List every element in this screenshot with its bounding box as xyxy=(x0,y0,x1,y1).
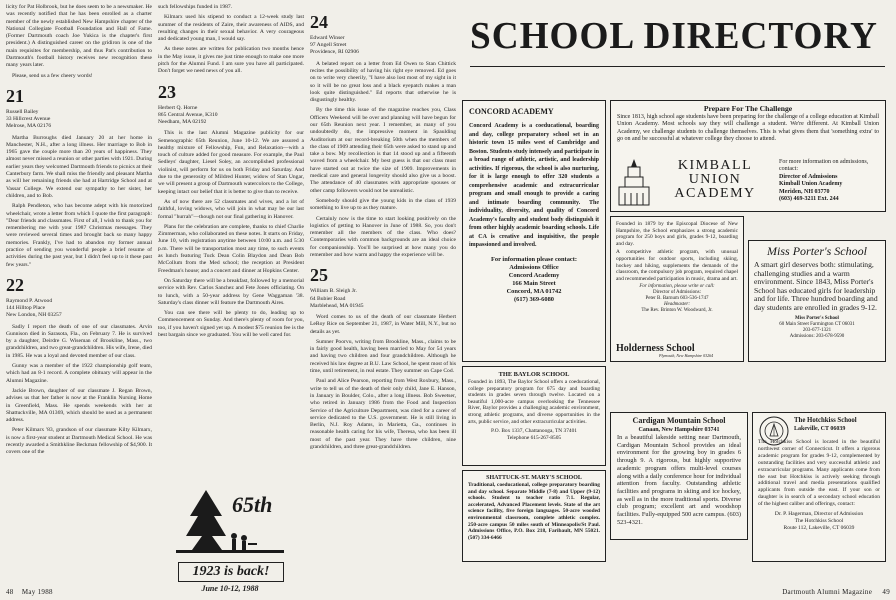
class-secretary-address: Russell Bailey 33 Hillcrest Avenue Melrose, MA 02176 xyxy=(6,108,52,130)
school-description: A competitive athletic program, with unusual opportunities for outdoor sports, including skiing, hockey and hiking, supplements the demands of the classroom, the compulsory job program, required chapel and recommended participation in music, drama and art. xyxy=(616,249,738,282)
school-description: Concord Academy is a coeducational, boarding and day, college preparatory school set in an historic town 15 miles west of Cambridge and Boston. Students study intensely and participate in a broad range of athletic, artistic, and leadership activities. If rigorous, the school is also nurturing, for it is large enough to offer 320 students a comprehensive academic and extracurricular program and small enough to provide a caring and intimate boarding community. The individuality, diversity, and quality of Concord Academy's faculty and student body distinguish it from other highly academic boarding schools. Life at CA is creative and inquisitive, the people impassioned and involved. xyxy=(469,123,599,248)
contact-line: Director of Admissions xyxy=(779,173,838,180)
logo-line: KIMBALL xyxy=(677,158,753,173)
contact-line: P.O. Box 1337, Chattanooga, TN 37401 xyxy=(491,428,577,435)
right-page-footer xyxy=(782,588,890,596)
contact-block xyxy=(754,316,880,341)
page-number: 48 xyxy=(6,588,14,596)
contact-heading: For more information on admissions, contact: xyxy=(779,159,869,173)
class-note-paragraph: Jackie Brown, daughter of our classmate J. Regan Brown, advises us that her father is now at the Franklin Nursing Home in Greenfield, Mass. He spends weekends with her at Shattuckville, MA 01369, which should be used as a permanent address. xyxy=(6,387,152,424)
contact-line: The Hotchkiss School xyxy=(794,517,844,524)
school-name: THE BAYLOR SCHOOL xyxy=(498,371,570,378)
class-note-paragraph: Sadly I report the death of one of our classmates. Arvin Gunnison died in Sarasota, Fla., on February 7. He is survived by a daughter, Deirdre G. Wiseman of Brookline, Mass., two grandchildren, and two great-grandchildren. His wife, Irene, died in 1985. He was a loyal and devoted member of our class. xyxy=(6,323,152,359)
class-note-paragraph: On Saturday there will be a breakfast, followed by a memorial service with Rev. Carlos Sanchez and Fete Jones officiating. On to lunch, with a 50-year address by Gene Waggaman '38. Saturday's class dinner will feature the Dartmouth Aires. xyxy=(158,277,304,306)
contact-block xyxy=(469,256,599,304)
title-rule xyxy=(470,66,885,67)
magazine-name: Dartmouth Alumni Magazine xyxy=(782,588,873,596)
reunion-banner: 1923 is back! xyxy=(178,562,284,582)
ad-baylor-school xyxy=(462,366,606,466)
school-name: The Hotchkiss School xyxy=(794,417,857,424)
page-title: SCHOOL DIRECTORY xyxy=(470,15,878,57)
class-note-paragraph: Certainly now is the time to start looking positively on the logistics of getting to Hanover in June of 1988. So, you don't remember all the members of the class. Who does? Contemporaries with common backgrounds are an ideal choice for companionship. You'll be surprised at how many you do remember and how warm and happy the experience will be. xyxy=(310,215,456,259)
class-note-paragraph: Word comes to us of the death of our classmate Herbert LeRoy Rice on September 21, 1987, in Water Mill, N.Y., but no details as yet. xyxy=(310,313,456,335)
school-description: Traditional, coeducational, college preparatory boarding and day school. Separate Middle (7-8) and Upper (9-12) schools. Student to teacher ratio 7:1. Regular, accelerated, Advanced Placement levels. State of the art science facility, five foreign languages. 50-acre wooded environmental classroom, complete athletic complex. 250-acre campus 50 miles south of Minneapolis/St Paul. Admissions Office, P.O. Box 218, Faribault, MN 55021. (507) 334-6466 xyxy=(468,482,600,541)
school-name: Cardigan Mountain School xyxy=(632,416,726,425)
contact-line: Peter B. Barnum 603-536-1747 xyxy=(645,296,709,302)
school-description: In a beautiful lakeside setting near Dartmouth, Cardigan Mountain School provides an ideal environment for the growing boy in grades 6 through 9. A rigorous, but highly supportive academic program offers multi-level courses along with a daily conference hour for individual attention from faculty. Outstanding athletic facilities and programs in skiing and ice hockey, as well as in the more traditional sports. Diverse club program; excellent art and woodshop facilities. Fully-equipped 500 acre campus. (603) 523-4321. xyxy=(617,434,741,526)
contact-block xyxy=(779,159,883,203)
class-secretary-address: William B. Sleigh Jr. 64 Bubier Road Marblehead, MA 01945 xyxy=(310,288,364,309)
contact-phone: (617) 369-6080 xyxy=(514,295,554,303)
school-name: Miss Porter's School xyxy=(767,244,867,258)
column-3 xyxy=(310,4,456,454)
school-seal-icon xyxy=(759,416,789,446)
contact-line: Meriden, NH 03770 xyxy=(779,188,830,195)
contact-line: Director of Admissions: xyxy=(652,290,702,296)
school-location: Lakeville, CT 06039 xyxy=(794,426,846,432)
ad-concord-academy xyxy=(462,100,606,362)
ad-cardigan-mountain-school xyxy=(610,412,748,540)
class-note-paragraph: Gunny was a member of the 1922 championship golf team, which had an 8-1 record. A complete obituary will appear in the Alumni Magazine. xyxy=(6,363,152,384)
class-note-paragraph: licity for Pat Holbrook, but he does seem to be a newsmaker. He was recently notified that he has been enrolled as a charter member of the newly established New Hampshire chapter of the National Collegiate Football Foundation and Hall of Fame. (Former Dartmouth coach Joe Yukica is the chapter's first president.) A distinguished career on the gridiron is one of the main requisites for membership, and thus Pat's contribution to Dartmouth's football history receives new recognition these many years later. xyxy=(6,4,152,69)
contact-phone: 203-677-1321 xyxy=(802,327,832,333)
school-location: Plymouth, New Hampshire 03264 xyxy=(659,352,714,358)
contact-phone: Admissions: 203-678-9590 xyxy=(789,334,845,340)
school-logo-text xyxy=(655,159,775,201)
school-description: Founded in 1893, The Baylor School offers a coeducational, college preparatory program for 675 day and boarding students in grades seven through twelve. Located on a beautiful 1,000-acre campus overlooking the Tennessee River, Baylor provides a challenging academic environment, strong athletic programs, and diverse opportunities in the arts, public service, and other extracurricular activities. xyxy=(468,379,600,425)
class-note-paragraph: Martha Burroughs died January 20 at her home in Manchester, N.H., after a long illness. Her marriage to Bob in 1965 gave the couple more than 20 years of happiness. They almost never missed a reunion or other parties with 1921. During earlier years they welcomed Dartmouth friends to picnics at their Canterbury farm. We shall miss the friendly and pleasant Martha as will her remaining friends she had at Hartridge School and at Vassar College. We extend our sympathy to her sister, her children, and to Bob. xyxy=(6,134,152,199)
ad-kimball-union-academy xyxy=(610,100,886,212)
class-secretary-address: Edward Winser 97 Angell Street Providence, RI 02906 xyxy=(310,35,359,56)
contact-line: Admissions Office xyxy=(509,263,559,271)
school-description: Founded in 1879 by the Episcopal Diocese of New Hampshire, the School emphasizes a strong academic program for 250 boys and girls, grades 9-12, boarding and day. xyxy=(616,221,738,247)
contact-heading: For information, please write or call: xyxy=(639,284,715,290)
class-year-heading: 24 xyxy=(310,12,328,32)
contact-line: Headmaster: xyxy=(663,302,691,308)
class-note-paragraph: You can see there will be plenty to do, leading up to Commencement on Sunday. And there's plenty of room for you, too, if you haven't signed yet up. A modest $75 reunion fee is the best bargain since we graduated. You will be well cared for. xyxy=(158,310,304,338)
class-year-heading: 23 xyxy=(158,81,176,102)
left-page-footer xyxy=(6,588,53,596)
reunion-65th-illustration xyxy=(176,484,284,592)
class-note-paragraph: Plans for the celebration are complete, thanks to chief Charlie Zimmerman, who collaborated on these notes. It starts on Friday, June 10, with registration anytime between 10:00 a.m. and 5:30 p.m. There will be transportation most any time, to such events as lunch featuring Tuck Dean Colin Blaydon and Dean Bob McCollum from the Med school; the reception at President Freedman's house; and a concert and dinner at Hopkins Center. xyxy=(158,223,304,274)
class-note-paragraph: As of now there are 52 classmates and wives, and a lot of faithful, loving widows, who will join in what may be our last formal "hurrah"—though not our final gathering in Hanover. xyxy=(158,198,304,220)
class-note-paragraph: Kilmarx used his stipend to conduct a 12-week study last summer of the residents of Zaire, their awareness of AIDS, and resulting changes in their sexual behavior. A very courageous and dedicated young man, I would say. xyxy=(158,14,304,43)
reunion-dates: June 10-12, 1988 xyxy=(201,584,259,593)
issue-date: May 1988 xyxy=(21,588,53,596)
contact-line: Miss Porter's School xyxy=(795,315,839,321)
column-2 xyxy=(158,4,304,342)
school-name: SHATTUCK-ST. MARY'S SCHOOL xyxy=(486,475,582,481)
contact-phone: Telephone 615-267-8505 xyxy=(506,434,562,441)
contact-line: 60 Main Street Farmington CT 06031 xyxy=(779,321,855,327)
class-note-paragraph: A belated report on a letter from Ed Owen to Stan Chittick recites the possibility of having his right eye removed. Ed goes on to write very cheerily, "I have also lost most of my sight in it so it will be no great loss and a black eyepatch makes a man look quite distinguished." Ed reports that otherwise he is disgustingly healthy. xyxy=(310,60,456,104)
class-note-paragraph: This is the last Alumni Magazine publicity for our Semenographic 65th Reunion, June 10-12. We are assured a healthy mixture of Fellowship, Fun, and Relaxation—with a touch of culture added for good measure. For example, the Paul Sedleys' daughter, Liesel Soley, an accomplished professional violinist, will perform for us on both Friday and Saturday. And due to the generosity of Mildred Hunter, widow of Stan Ungar, we will present a group of Dartmouth watercolors to the College, keeping intact our belief that it is better to give than to receive. xyxy=(158,130,304,195)
school-logo-text: Holderness School xyxy=(616,342,695,354)
school-location: Canaan, New Hampshire 03741 xyxy=(638,427,720,433)
logo-line: UNION xyxy=(688,172,742,187)
contact-block xyxy=(758,511,880,531)
contact-line: Concord Academy xyxy=(508,271,560,279)
class-note-paragraph: Sumner Poorvu, writing from Brookline, Mass., claims to be in fairly good health, having been married to May for 54 years and having two children and four grandchildren. Although he received his law degree at B.U. Law School, he spent most of his time, until retirement, in real estate. They summer on Cape Cod. xyxy=(310,338,456,375)
contact-line: Concord, MA 01742 xyxy=(506,287,562,295)
ad-miss-porters-school xyxy=(748,240,886,362)
class-note-paragraph: Peter Kilmarx '83, grandson of our classmate Kilty Kilmarx, is now a first-year student at Dartmouth Medical School. He was recently awarded a Smithkline Beckman fellowship of $4,900. It covers one of the xyxy=(6,427,152,456)
school-description: Since 1813, high school age students have been preparing for the challenge of a college education at Kimball Union Academy. Most schools say they will challenge a student. We're different. At Kimball Union Academy, we challenge students to challenge themselves. This is what gives them that 'something extra' to go on and be successful at whatever college they choose to attend. xyxy=(617,114,879,143)
class-note-paragraph: By the time this issue of the magazine reaches you, Class Officers Weekend will be over and planning will have begun for our 65th Reunion next year. I remember, as many of you undoubtedly do, the impressive moment in Spaulding Auditorium at our record-breaking 50th when the members of the class of 1909 attending their 65th were asked to stand up and take a bow. My recollection is that 14 stood up and a fifteenth waved from a wheelchair. My best guess is that our class must have started out at twice the size of 1909. Improvements in medical care and general longevity should also give us a boost. The attendance of 40 classmates with appropriate spouses or other camp followers would not be unrealistic. xyxy=(310,107,456,194)
contact-line: Route 112, Lakeville, CT 06039 xyxy=(783,524,855,531)
contact-block xyxy=(616,284,738,314)
class-secretary-address: Raymond P. Atwood 144 Hilltop Place New London, NH 03257 xyxy=(6,297,62,319)
contact-phone: (603) 469-3211 Ext. 244 xyxy=(779,196,839,203)
school-description: A smart girl deserves both: stimulating, challenging studies and a warm environment. Since 1843, Miss Porter's School has educated girls for leadership and for life. Three hundred boarding and day students are enrolled in grades 9-12. xyxy=(754,260,878,312)
page-number: 49 xyxy=(882,588,890,596)
class-note-paragraph: Somebody should give the young kids in the class of 1939 something to live up to as they mature. xyxy=(310,197,456,212)
class-note-paragraph: such fellowships funded in 1987. xyxy=(158,4,233,10)
class-year-heading: 22 xyxy=(6,274,24,295)
class-note-paragraph: As these notes are written for publication two months hence in the May issue, it gives me just time enough to make one more pitch for the Alumni Fund. I am sure you have all participated. Don't forget we need news of you all. xyxy=(158,46,304,75)
contact-line: Kimball Union Academy xyxy=(779,181,843,188)
contact-line: Dr. P. Hagerman, Director of Admission xyxy=(774,511,864,518)
school-name: CONCORD ACADEMY xyxy=(469,107,554,116)
class-year-heading: 25 xyxy=(310,265,328,286)
ad-shattuck-st-marys-school xyxy=(462,470,606,562)
ad-headline: Prepare For The Challenge xyxy=(703,104,793,113)
class-note-paragraph: Paul and Alice Pearson, reporting from West Roxbury, Mass., write to tell us of the death of their only child, Jane E. Hanson, in January in Boulder, Colo., after a long illness. Bob Sweetser, who retired in January 1986 from the Food and Inspection Service of the Agriculture Department, was cited for a career of service dedicated to the U.S. government. He is still living in Berlin, N.J. Roy Adams, in Marietta, Ga., continues in reasonable health caring for his wife, Theresa, who has been ill most of the past year. They have three children, nine grandchildren, and three great-grandchildren. xyxy=(310,378,456,450)
contact-heading: For information please contact: xyxy=(491,255,577,263)
column-1 xyxy=(6,4,152,460)
contact-line: The Rev. Brinton W. Woodward, Jr. xyxy=(641,308,713,314)
logo-line: ACADEMY xyxy=(674,186,756,201)
contact-line: 166 Main Street xyxy=(512,279,556,287)
reunion-65th-label: 65th xyxy=(232,492,273,517)
ad-holderness-school xyxy=(610,216,744,362)
school-description: The Hotchkiss School is located in the beautiful northwest corner of Connecticut. It offers a rigorous academic program for grades 9-12, complemented by outstanding facilities and very successful athletic and extracurricular programs. Many applicants come from the east but Hotchkiss is actively seeking through additional travel and media presentations qualified applicants from outside the east. If your son or daughter is in search of a secondary school education of the highest caliber and offerings, contact: xyxy=(758,439,880,508)
bell-tower-icon xyxy=(617,159,651,207)
class-secretary-address: Herbert Q. Horne 865 Central Avenue, K310 Needham, MA 02192 xyxy=(158,104,218,126)
class-note-paragraph: Please, send us a few cheery words! xyxy=(12,72,93,79)
ad-hotchkiss-school xyxy=(752,412,886,562)
class-year-heading: 21 xyxy=(6,85,24,106)
class-note-paragraph: Ralph Pendleton, who has become adept with his motorized wheelchair, wrote a letter from which I quote the first paragraph: "Dear friends and classmates. First of all, I wish to thank you for remembering me with your 1987 Christmas messages. They were reviewed several times and brought back so many happy memories. Frankly, I've had to abandon my former annual practice of sending you wonderful people a brief resume of activities during the past year, but I didn't feel up to it these past few years." xyxy=(6,203,152,268)
